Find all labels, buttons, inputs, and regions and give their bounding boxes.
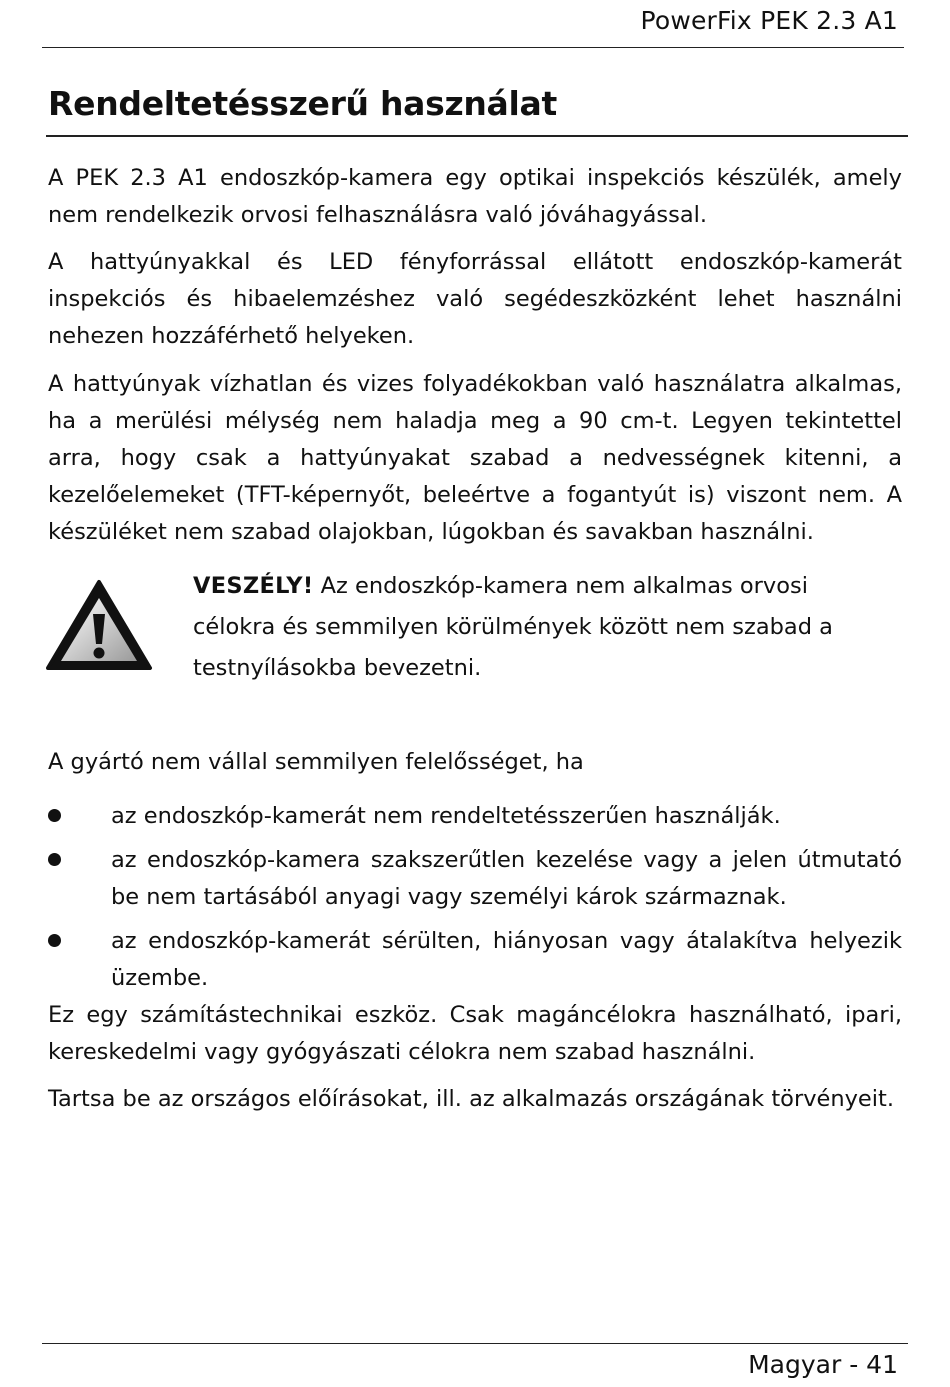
list-item-text: az endoszkóp-kamerát sérülten, hiányosan vagy átalakítva helyezik üzembe. — [111, 928, 902, 991]
regulations-paragraph — [48, 1081, 902, 1118]
footer-rule — [42, 1343, 908, 1344]
warning-text — [193, 566, 893, 689]
warning-body: Az endoszkóp-kamera nem alkalmas orvosi célokra és semmilyen körülmények között nem szabad a testnyílásokba bevezetni. — [193, 573, 833, 681]
waterproof-paragraph — [48, 366, 902, 551]
header-rule — [42, 47, 904, 48]
paragraph-text: A PEK 2.3 A1 endoszkóp-kamera egy optikai inspekciós készülék, amely nem rendelkezik orvosi felhasználásra való jóváhagyással. — [48, 165, 902, 228]
danger-warning — [44, 566, 904, 696]
intro-paragraph — [48, 160, 902, 234]
paragraph-text: A hattyúnyak vízhatlan és vizes folyadékokban való használatra alkalmas, ha a merülési mélység nem haladja meg a 90 cm-t. Legyen tekintettel arra, hogy csak a hattyúnyakat szabad a nedvességnek kitenni, a kezelőelemeket (TFT-képernyőt, beleértve a fogantyút is) viszont nem. A készüléket nem szabad olajokban, lúgokban és savakban használni. — [48, 371, 902, 545]
bullet-icon — [48, 934, 61, 947]
running-header: PowerFix PEK 2.3 A1 — [640, 6, 898, 35]
device-paragraph — [48, 997, 902, 1071]
paragraph-text: Tartsa be az országos előírásokat, ill. az alkalmazás országának törvényeit. — [48, 1086, 894, 1112]
list-item-text: az endoszkóp-kamerát nem rendeltetésszerűen használják. — [111, 803, 781, 829]
page-number: Magyar - 41 — [748, 1350, 898, 1379]
liability-intro — [48, 744, 902, 781]
bullet-icon — [48, 809, 61, 822]
list-item — [48, 798, 902, 835]
page-title: Rendeltetésszerű használat — [48, 84, 557, 123]
list-item — [48, 842, 902, 916]
title-rule — [46, 135, 908, 137]
warning-label: VESZÉLY! — [193, 573, 314, 599]
paragraph-text: Ez egy számítástechnikai eszköz. Csak magáncélokra használható, ipari, kereskedelmi vagy gyógyászati célokra nem szabad használni. — [48, 1002, 902, 1065]
paragraph-text: A gyártó nem vállal semmilyen felelősséget, ha — [48, 749, 584, 775]
liability-list — [48, 798, 902, 1004]
warning-triangle-icon — [44, 578, 154, 673]
usage-paragraph — [48, 244, 902, 355]
list-item-text: az endoszkóp-kamera szakszerűtlen kezelése vagy a jelen útmutató be nem tartásából anyagi vagy személyi károk származnak. — [111, 847, 902, 910]
paragraph-text: A hattyúnyakkal és LED fényforrással ellátott endoszkóp-kamerát inspekciós és hibaelemzéshez való segédeszközként lehet használni nehezen hozzáférhető helyeken. — [48, 249, 902, 349]
bullet-icon — [48, 853, 61, 866]
list-item — [48, 923, 902, 997]
